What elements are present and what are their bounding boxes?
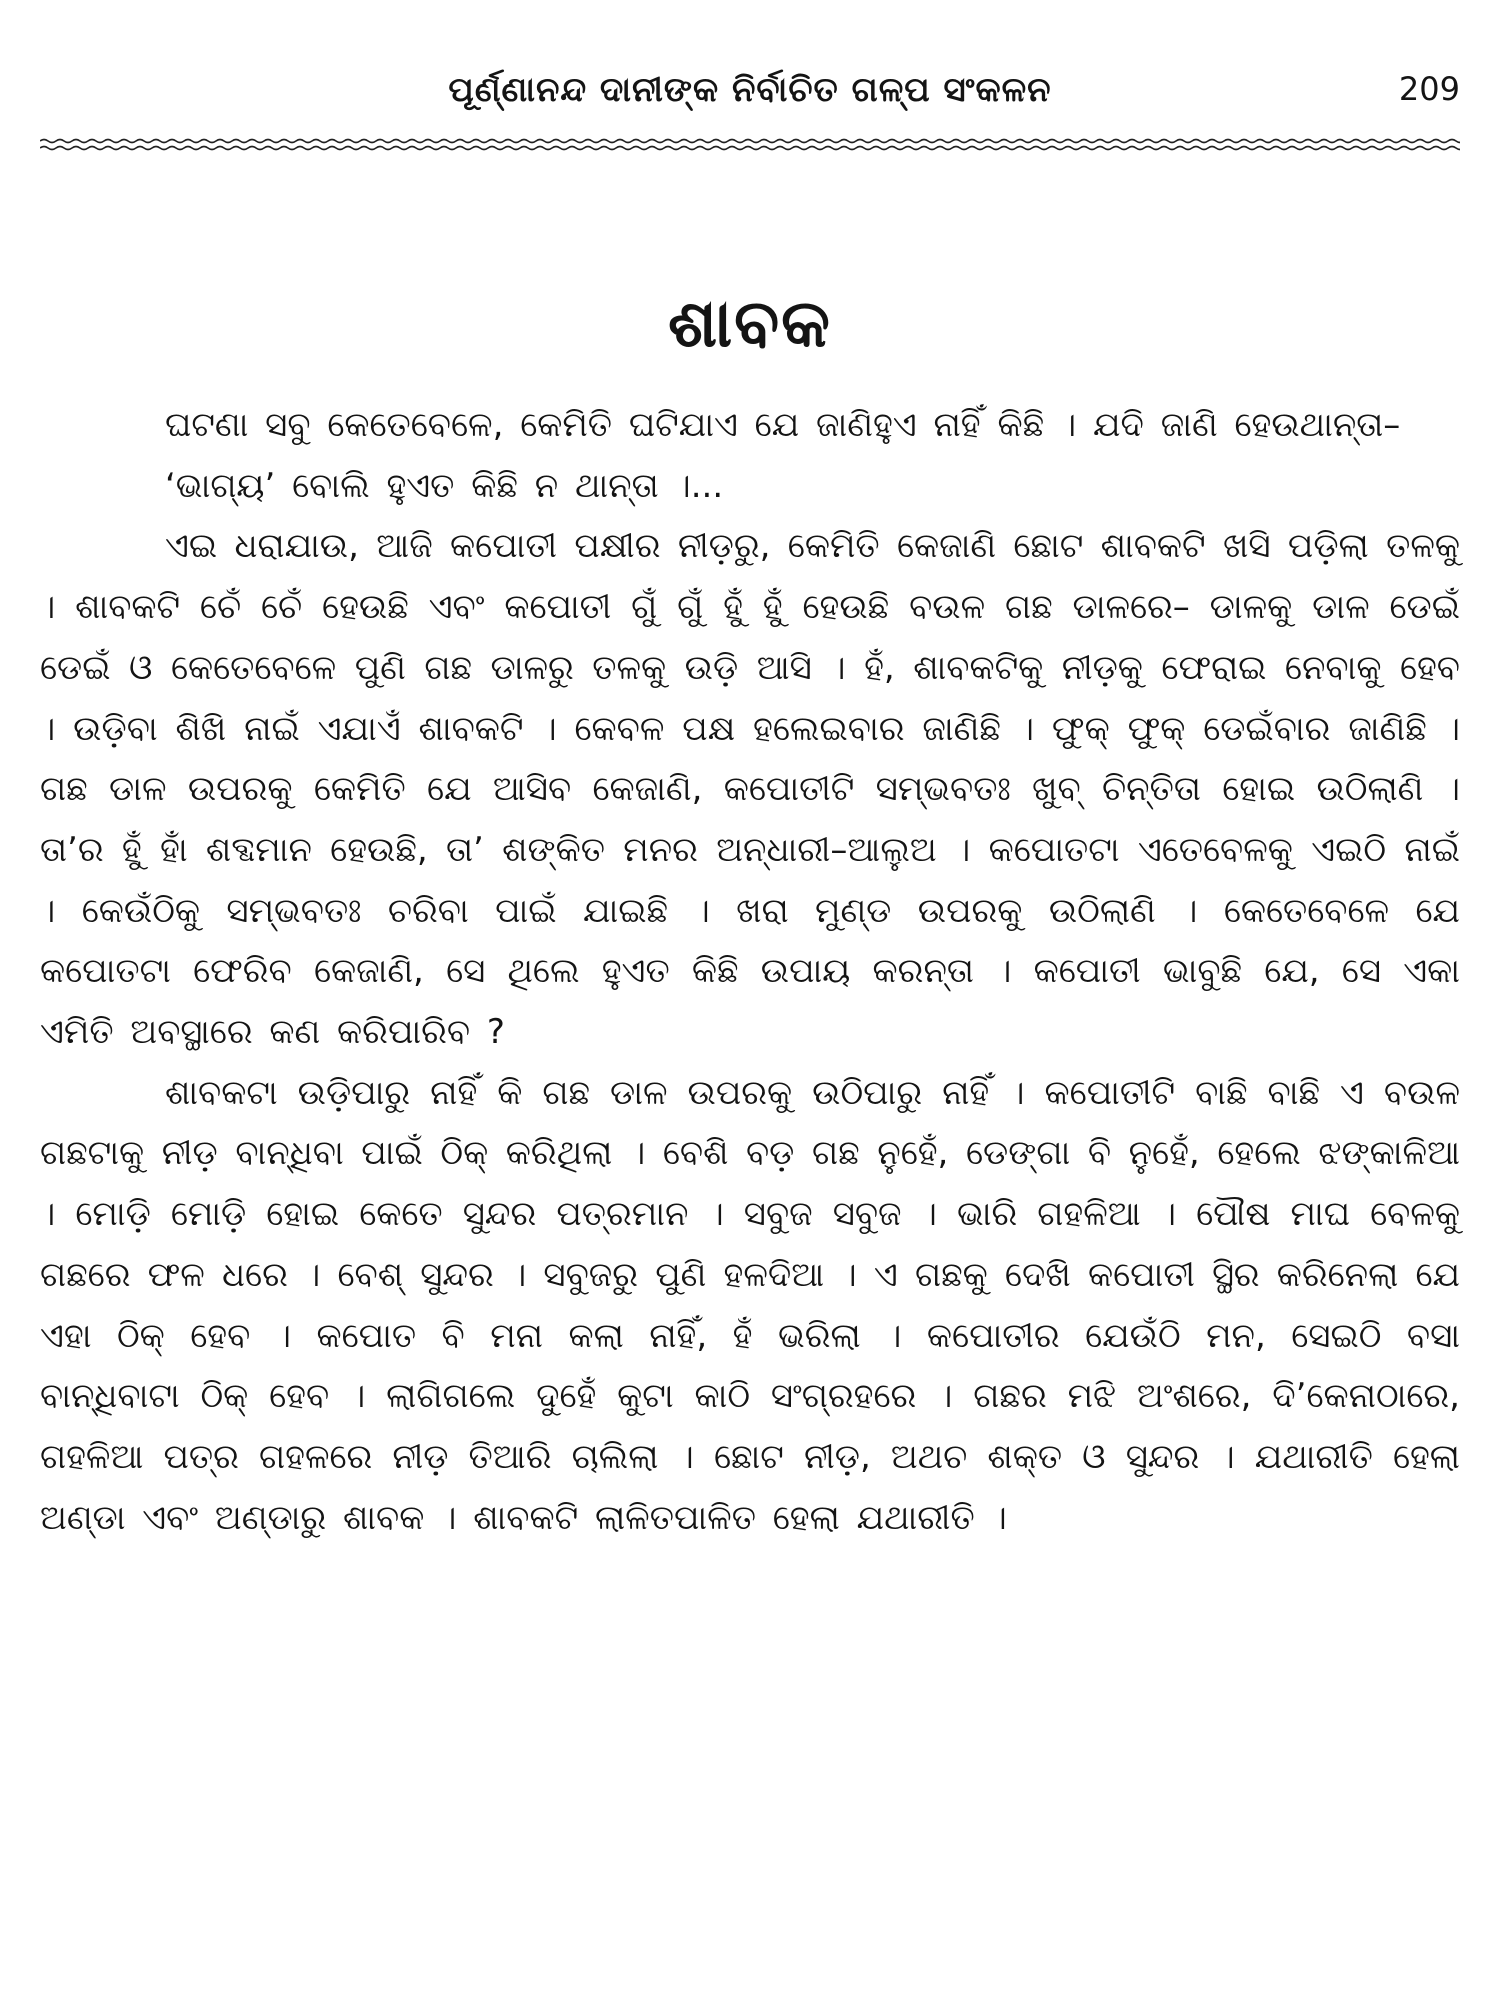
book-title: ପୂର୍ଣ୍ଣାନନ୍ଦ ଦାନୀଙ୍କ ନିର୍ବାଚିତ ଗଳ୍ପ ସଂକଳନ bbox=[448, 70, 1052, 110]
paragraph: ‘ଭାଗ୍ୟ’ ବୋଲି ହୁଏତ କିଛି ନ ଥାନ୍ତା ।... bbox=[165, 465, 724, 506]
page-number: 209 bbox=[1398, 70, 1460, 108]
paragraph: ଏଇ ଧରାଯାଉ, ଆଜି କପୋତୀ ପକ୍ଷୀର ନୀଡ଼ରୁ, କେମିତି କେଜାଣି ଛୋଟ ଶାବକଟି ଖସି ପଡ଼ିଲା ତଳକୁ । ଶାବକଟି ଚେଁ ଚେଁ ହେଉଛି ଏବଂ କପୋତୀ ଗୁଁ ଗୁଁ ହୁଁ ହୁଁ ହେଉଛି ବଉଳ ଗଛ ଡାଳରେ– ଡାଳକୁ ଡାଳ ଡେଇଁ ଡେଇଁ ଓ କେତେବେଳେ ପୁଣି ଗଛ ଡାଳରୁ ତଳକୁ ଉଡ଼ି ଆସି । ହଁ, ଶାବକଟିକୁ ନୀଡ଼କୁ ଫେରାଇ ନେବାକୁ ହେବ । ଉଡ଼ିବା ଶିଖି ନାଇଁ ଏଯାଏଁ ଶାବକଟି । କେବଳ ପକ୍ଷ ହଲେଇବାର ଜାଣିଛି । ଫୁକ୍ ଫୁକ୍ ଡେଇଁବାର ଜାଣିଛି । ଗଛ ଡାଳ ଉପରକୁ କେମିତି ଯେ ଆସିବ କେଜାଣି, କପୋତୀଟି ସମ୍ଭବତଃ ଖୁବ୍ ଚିନ୍ତିତା ହୋଇ ଉଠିଲାଣି । ତା’ର ହୁଁ ହାଁ ଶବ୍ଦମାନ ହେଉଛି, ତା’ ଶଙ୍କିତ ମନର ଅନ୍ଧାରୀ–ଆଲୁଅ । କପୋତଟା ଏତେବେଳକୁ ଏଇଠି ନାଇଁ । କେଉଁଠିକୁ ସମ୍ଭବତଃ ଚରିବା ପାଇଁ ଯାଇଛି । ଖରା ମୁଣ୍ଡ ଉପରକୁ ଉଠିଲାଣି । କେତେବେଳେ ଯେ କପୋତଟା ଫେରିବ କେଜାଣି, ସେ ଥିଲେ ହୁଏତ କିଛି ଉପାୟ କରନ୍ତା । କପୋତୀ ଭାବୁଛି ଯେ, ସେ ଏକା ଏମିତି ଅବସ୍ଥାରେ କଣ କରିପାରିବ ? bbox=[40, 526, 1460, 1053]
paragraph: ଘଟଣା ସବୁ କେତେବେଳେ, କେମିତି ଘଟିଯାଏ ଯେ ଜାଣିହୁଏ ନାହିଁ କିଛି । ଯଦି ଜାଣି ହେଉଥାନ୍ତା– bbox=[165, 405, 1401, 445]
story-title: ଶାବକ bbox=[668, 285, 832, 362]
running-header bbox=[40, 70, 1460, 130]
paragraph: ଶାବକଟା ଉଡ଼ିପାରୁ ନାହିଁ କି ଗଛ ଡାଳ ଉପରକୁ ଉଠିପାରୁ ନାହିଁ । କପୋତୀଟି ବାଛି ବାଛି ଏ ବଉଳ ଗଛଟାକୁ ନୀଡ଼ ବାନ୍ଧିବା ପାଇଁ ଠିକ୍ କରିଥିଲା । ବେଶି ବଡ଼ ଗଛ ନୁହେଁ, ଡେଙ୍ଗା ବି ନୁହେଁ, ହେଲେ ଝଙ୍କାଳିଆ । ମୋଡ଼ି ମୋଡ଼ି ହୋଇ କେତେ ସୁନ୍ଦର ପତ୍ରମାନ । ସବୁଜ ସବୁଜ । ଭାରି ଗହଳିଆ । ପୌଷ ମାଘ ବେଳକୁ ଗଛରେ ଫଳ ଧରେ । ବେଶ୍ ସୁନ୍ଦର । ସବୁଜରୁ ପୁଣି ହଳଦିଆ । ଏ ଗଛକୁ ଦେଖି କପୋତୀ ସ୍ଥିର କରିନେଲା ଯେ ଏହା ଠିକ୍ ହେବ । କପୋତ ବି ମନା କଲା ନାହିଁ, ହଁ ଭରିଲା । କପୋତୀର ଯେଉଁଠି ମନ, ସେଇଠି ବସା ବାନ୍ଧିବାଟା ଠିକ୍ ହେବ । ଲାଗିଗଲେ ଦୁହେଁ କୁଟା କାଠି ସଂଗ୍ରହରେ । ଗଛର ମଝି ଅଂଶରେ, ଦି’କେନାଠାରେ, ଗହଳିଆ ପତ୍ର ଗହଳରେ ନୀଡ଼ ତିଆରି ଚାଲିଲା । ଛୋଟ ନୀଡ଼, ଅଥଚ ଶକ୍ତ ଓ ସୁନ୍ଦର । ଯଥାରୀତି ହେଲା ଅଣ୍ଡା ଏବଂ ଅଣ୍ଡାରୁ ଶାବକ । ଶାବକଟି ଲାଳିତପାଳିତ ହେଲା ଯଥାରୀତି । bbox=[40, 1072, 1460, 1538]
story-body bbox=[40, 395, 1460, 1548]
header-wavy-rule bbox=[40, 135, 1460, 155]
